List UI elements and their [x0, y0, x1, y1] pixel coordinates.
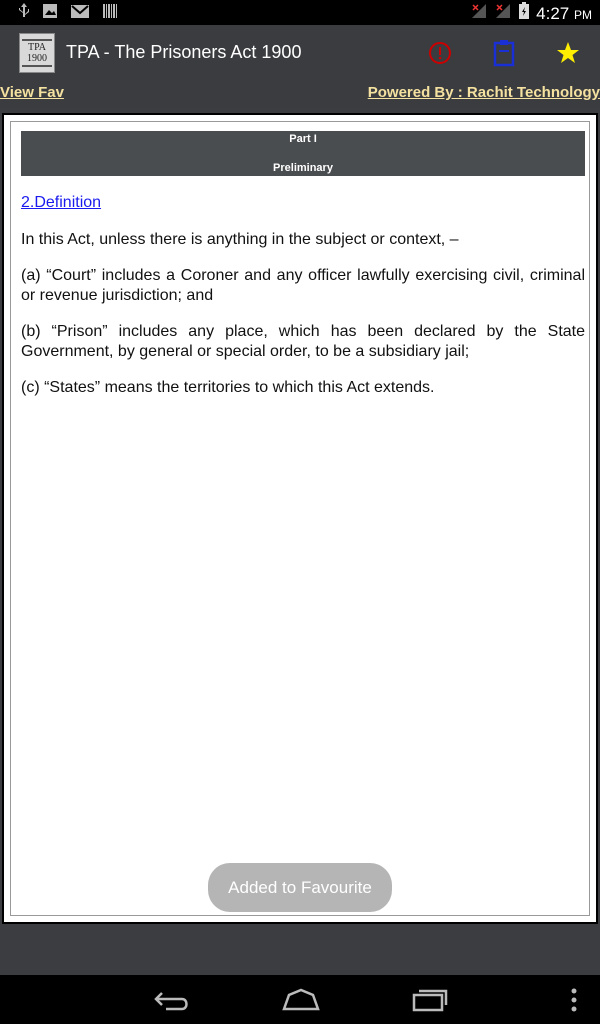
clipboard-icon[interactable] [490, 39, 518, 67]
usb-icon [18, 3, 30, 24]
paragraph: (c) “States” means the territories to which this Act extends. [21, 379, 435, 396]
status-bar [0, 0, 600, 25]
powered-by-link[interactable]: Powered By : Rachit Technology [367, 84, 600, 101]
content-frame [2, 113, 598, 924]
toast-message: Added to Favourite [208, 863, 392, 912]
link-row [0, 81, 600, 108]
barcode-icon [102, 3, 118, 24]
image-icon [42, 3, 58, 24]
back-icon[interactable] [152, 987, 192, 1013]
part-header [21, 131, 585, 176]
signal-icon [470, 2, 488, 25]
star-icon[interactable] [554, 39, 582, 67]
home-icon[interactable] [281, 987, 321, 1013]
paragraph: In this Act, unless there is anything in the subject or context, – [21, 231, 459, 248]
part-title: Part I [289, 133, 317, 145]
gmail-icon [70, 3, 90, 24]
clock-time: 4:27 PM [536, 3, 592, 23]
recents-icon[interactable] [410, 987, 450, 1013]
signal-icon [494, 2, 512, 25]
definition-link[interactable]: 2.Definition [21, 194, 102, 211]
paragraph: (a) “Court” includes a Coroner and any officer lawfully exercising civil, criminal or revenue jurisdiction; and [21, 267, 585, 304]
info-icon[interactable] [426, 39, 454, 67]
paragraph: (b) “Prison” includes any place, which has been declared by the State Government, by general or special order, to be a subsidiary jail; [21, 323, 585, 360]
navigation-bar [0, 975, 600, 1024]
content-view[interactable] [10, 121, 590, 916]
part-subtitle: Preliminary [273, 162, 333, 174]
action-bar [0, 25, 600, 81]
menu-icon[interactable] [566, 987, 582, 1013]
app-title: TPA - The Prisoners Act 1900 [66, 42, 302, 62]
battery-icon [518, 2, 530, 25]
app-logo-icon: TPA 1900 [19, 33, 55, 73]
view-fav-link[interactable]: View Fav [0, 84, 64, 101]
